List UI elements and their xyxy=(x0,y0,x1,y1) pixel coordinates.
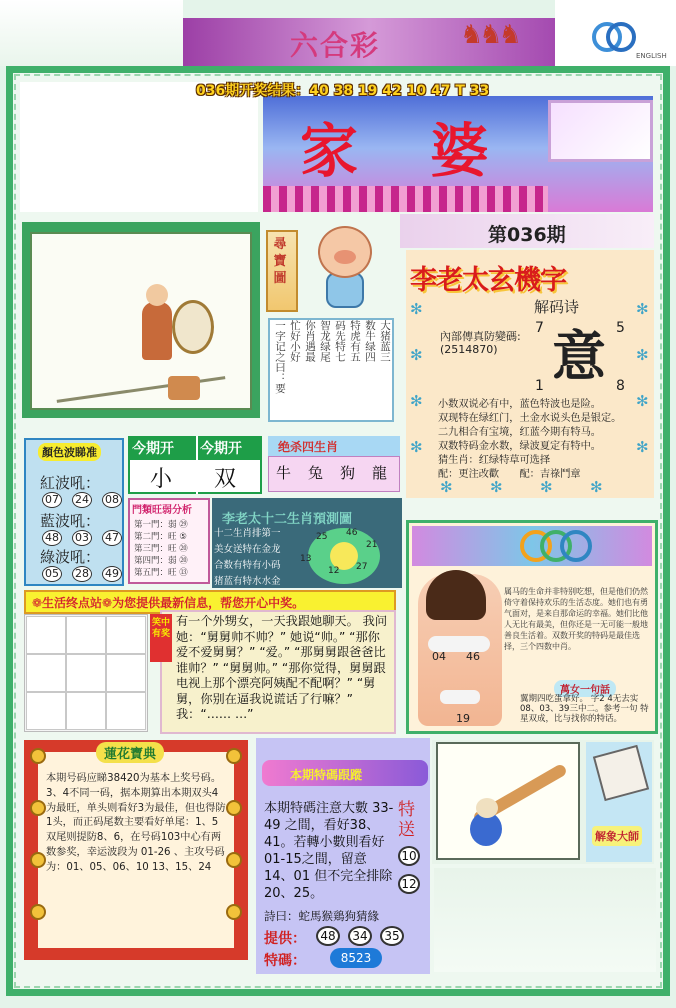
joke-text: 有一个外甥女，一天我跟她聊天。 我问她：“舅舅帅不帅？” 她说“帅。” “那你爱不爱舅舅？” “爱。” “那舅舅跟爸爸比谁帅？” “舅舅帅。” “那你觉得，舅舅跟电视上那个漂亮阿姨配不配啊？” “舅舅，你别在逼我说谎话了行嘛？” 我：“…… …” xyxy=(176,614,388,721)
scroll-line: 数牛绿四 xyxy=(364,320,376,362)
coin-icon xyxy=(226,800,242,816)
zodiac-number: 21 xyxy=(366,540,378,550)
tracking-title: 本期特碼跟蹤 xyxy=(290,768,363,782)
door-row-label: 第一門：弱 xyxy=(134,520,177,530)
coin-icon xyxy=(226,904,242,920)
door-row-label: 第四門：弱 xyxy=(134,556,177,566)
coin-icon xyxy=(30,904,46,920)
number-ball: 28 xyxy=(72,566,92,582)
lotus-title: 蓮花寶典 xyxy=(96,742,164,763)
banner-spikes xyxy=(263,186,548,212)
scroll-line: 忙好小好 xyxy=(289,320,301,362)
coin-icon xyxy=(226,852,242,868)
girl-number: 04 xyxy=(432,650,446,663)
scroll-line: 特虎有五 xyxy=(349,320,361,362)
zodiac-number: 12 xyxy=(328,566,340,576)
snowflake-icon: ✻ xyxy=(636,300,649,318)
door-row-ball: ⑬ xyxy=(179,568,188,578)
zodiac-animal: 兔 xyxy=(308,464,324,482)
wanv-badge: 萬女一句話 xyxy=(554,680,616,697)
animal-cell xyxy=(66,616,106,654)
snowflake-icon: ✻ xyxy=(410,392,423,410)
animal-cell xyxy=(66,654,106,692)
number-ball: 08 xyxy=(102,492,122,508)
door-row xyxy=(134,554,188,566)
draw-result: 036期开奖结果：40 38 19 42 10 47 T 33 xyxy=(196,83,490,99)
number-ball: 49 xyxy=(102,566,122,582)
door-row xyxy=(134,566,188,578)
coin-icon xyxy=(30,852,46,868)
interpreter-label: 解象大師 xyxy=(592,826,642,846)
zodiac-number: 25 xyxy=(316,532,328,542)
wanv-text: 翼期四吃蛋拿好。 字2 4无去实 08、03、39三中二。参考一句 特星双成，比与找你的特话。 xyxy=(520,694,649,724)
poem-line: 双现特在绿红门，土金水说头色是银定。 xyxy=(438,413,622,424)
drummer-body xyxy=(142,302,172,360)
life-banner-text: ❁生活终点站❁为您提供最新信息，帮您开心中奖。 xyxy=(32,596,305,610)
color-wave-title: 顏色波睇准 xyxy=(38,443,101,461)
poem-label: 解码诗 xyxy=(534,298,580,316)
divider xyxy=(196,436,198,494)
banner-blank xyxy=(20,82,258,212)
snowflake-icon: ✻ xyxy=(440,478,453,496)
banner-box xyxy=(548,100,653,162)
fax-label: 內部傳真防變碼: xyxy=(440,330,521,343)
door-row-label: 第三門：旺 xyxy=(134,544,177,554)
four-zodiac-title: 绝杀四生肖 xyxy=(278,440,339,454)
stump-icon xyxy=(168,376,200,400)
door-row-ball: ㉙ xyxy=(179,520,188,530)
coin-icon xyxy=(30,800,46,816)
special-ball: 10 xyxy=(398,846,420,866)
snowflake-icon: ✻ xyxy=(540,478,553,496)
provide-ball: 34 xyxy=(348,926,372,946)
scroll-line: 大猪蓝三 xyxy=(379,320,391,362)
number-ball: 07 xyxy=(42,492,62,508)
this-period-label: 今期开 xyxy=(200,441,242,457)
mystery-character: 意 xyxy=(552,324,606,388)
issue-number: 第036期 xyxy=(488,224,566,246)
animal-cell xyxy=(106,654,146,692)
animal-cell xyxy=(26,654,66,692)
this-period-body xyxy=(128,458,262,494)
corner-number: 5 xyxy=(616,320,625,336)
coin-icon xyxy=(226,748,242,764)
snowflake-icon: ✻ xyxy=(410,300,423,318)
provide-label: 提供： xyxy=(264,931,306,947)
door-analysis-title: 門類旺弱分析 xyxy=(132,505,192,516)
horses-icon: ♞♞♞ xyxy=(460,20,518,50)
zodiac-line: 猜生肖：红绿特草可选择 xyxy=(438,455,551,466)
door-row xyxy=(134,518,188,530)
door-row xyxy=(134,542,188,554)
scroll-poem-text xyxy=(274,320,392,420)
treasure-map-label: 尋寶圖 xyxy=(273,237,287,286)
special-code-label: 特碼： xyxy=(264,953,306,969)
provide-ball: 48 xyxy=(316,926,340,946)
twelve-line: 猪蓝有特水水金 xyxy=(214,576,281,587)
snowflake-icon: ✻ xyxy=(410,438,423,456)
twelve-line: 合数有特有小码 xyxy=(214,560,281,571)
parity-prediction: 双 xyxy=(214,467,237,492)
zodiac-animal: 牛 xyxy=(276,464,292,482)
pair-line: 配：更注改歡 配：吉祿鬥章 xyxy=(438,469,581,480)
poem-line: 双数特码金水数，绿波夏定有特中。 xyxy=(438,441,601,452)
lilao-title: 李老太玄機字 xyxy=(410,265,566,296)
number-ball: 24 xyxy=(72,492,92,508)
snowflake-icon: ✻ xyxy=(490,478,503,496)
lotus-text: 本期号码应睇38420为基本上奖号码。3、4不同一码，据本期算出本期双头4为最旺，单头则看好3为最佳，但也得防1头，而正码尾数主要看好单尾：1、5双尾则提防8、6，在号码103中心有两数参奖，幸运波段为 01-26 、主攻号码为：01、05、06、10 13、15、24 xyxy=(46,773,226,873)
green-wave-label: 綠波吼： xyxy=(40,548,101,566)
bear-head-icon xyxy=(476,798,498,818)
snowflake-icon: ✻ xyxy=(590,478,603,496)
number-ball: 05 xyxy=(42,566,62,582)
twelve-zodiac-text xyxy=(214,526,300,590)
door-row-label: 第二門：旺 xyxy=(134,532,177,542)
size-prediction: 小 xyxy=(150,467,173,492)
lilao-poem xyxy=(438,398,638,482)
joke-badge-label: 笑中有奖 xyxy=(152,618,171,639)
pig-snout-icon xyxy=(334,250,356,264)
special-ball: 12 xyxy=(398,874,420,894)
provide-ball: 35 xyxy=(380,926,404,946)
zodiac-animal: 狗 xyxy=(340,464,356,482)
snowflake-icon: ✻ xyxy=(410,346,423,364)
logo-text: ENGLISH xyxy=(636,52,667,60)
animal-cell xyxy=(66,692,106,730)
zodiac-number: 46 xyxy=(346,528,358,538)
drummer-head xyxy=(146,284,168,306)
snowflake-icon: ✻ xyxy=(636,392,649,410)
door-row-ball: ⑤ xyxy=(179,532,187,542)
drum-icon xyxy=(172,300,214,354)
scroll-line: 智龙绿尾 xyxy=(319,320,331,362)
door-row xyxy=(134,530,187,542)
door-row-label: 第五門：旺 xyxy=(134,568,177,578)
animal-cell xyxy=(26,692,66,730)
twelve-zodiac-title: 李老太十二生肖預測圖 xyxy=(222,512,353,527)
door-row-ball: ⑳ xyxy=(179,544,188,554)
girl-panel-text: 属马的生命并非特别吃想，但是他们仍然倚守着保持欢乐的生活态度。她们也有勇气面对，是来自那命运的幸福。她们比他人无比有最美，但你还是一无可能一般地善良生活着。双数开奖的特码是最佳选择，三个四数中肖。 xyxy=(504,587,648,651)
blank-area xyxy=(434,868,656,972)
corner-number: 7 xyxy=(535,320,544,336)
animal-cell xyxy=(26,616,66,654)
scroll-line: 码先特七 xyxy=(334,320,346,362)
banner-text: 家 婆 xyxy=(300,117,515,185)
girl-number: 19 xyxy=(456,712,470,725)
corner-number: 8 xyxy=(616,378,625,394)
poem-line: 小数双说必有中，蓝色特波也是险。 xyxy=(438,399,601,410)
special-send-label: 特送 xyxy=(398,800,415,840)
red-wave-label: 紅波吼： xyxy=(40,474,101,492)
snowflake-icon: ✻ xyxy=(636,438,649,456)
twelve-line: 十二生肖排第一 xyxy=(214,528,281,539)
logo-ring-icon-2 xyxy=(606,22,636,52)
zodiac-number: 13 xyxy=(300,554,312,564)
scroll-line: 你肖遇最 xyxy=(304,320,316,362)
girl-number: 46 xyxy=(466,650,480,663)
this-period-label: 今期开 xyxy=(132,441,174,457)
tracking-text: 本期特碼注意大數 33-49 之間，看好38、41。若轉小數則看好01-15之間，留意 14、01 但不完全排除20、25。 xyxy=(264,801,394,901)
zodiac-number: 27 xyxy=(356,562,368,572)
special-code-value: 8523 xyxy=(330,948,382,968)
header-title: 六合彩 xyxy=(290,29,381,62)
coin-icon xyxy=(30,748,46,764)
girl-bottom xyxy=(440,690,480,704)
ring-icon xyxy=(560,530,592,562)
door-row-ball: ⑳ xyxy=(179,556,188,566)
number-ball: 48 xyxy=(42,530,62,546)
animal-cell xyxy=(106,692,146,730)
blue-wave-label: 藍波吼： xyxy=(40,512,101,530)
number-ball: 03 xyxy=(72,530,92,546)
fax-code: (2514870) xyxy=(440,343,498,356)
header-left-blank xyxy=(0,0,183,66)
twelve-line: 美女送特在金龙 xyxy=(214,544,281,555)
scroll-line: 一字记之曰：要 xyxy=(274,320,286,394)
drummer-picture xyxy=(30,232,252,410)
number-ball: 47 xyxy=(102,530,122,546)
corner-number: 1 xyxy=(535,378,544,394)
poem-line: 二九相合有宝境，红蓝今期有特马。 xyxy=(438,427,601,438)
snowflake-icon: ✻ xyxy=(636,346,649,364)
animal-cell xyxy=(106,616,146,654)
poem-clue: 詩曰：蛇馬猴鶏狗猜緣 xyxy=(264,909,379,923)
zodiac-animal: 龍 xyxy=(372,464,388,482)
